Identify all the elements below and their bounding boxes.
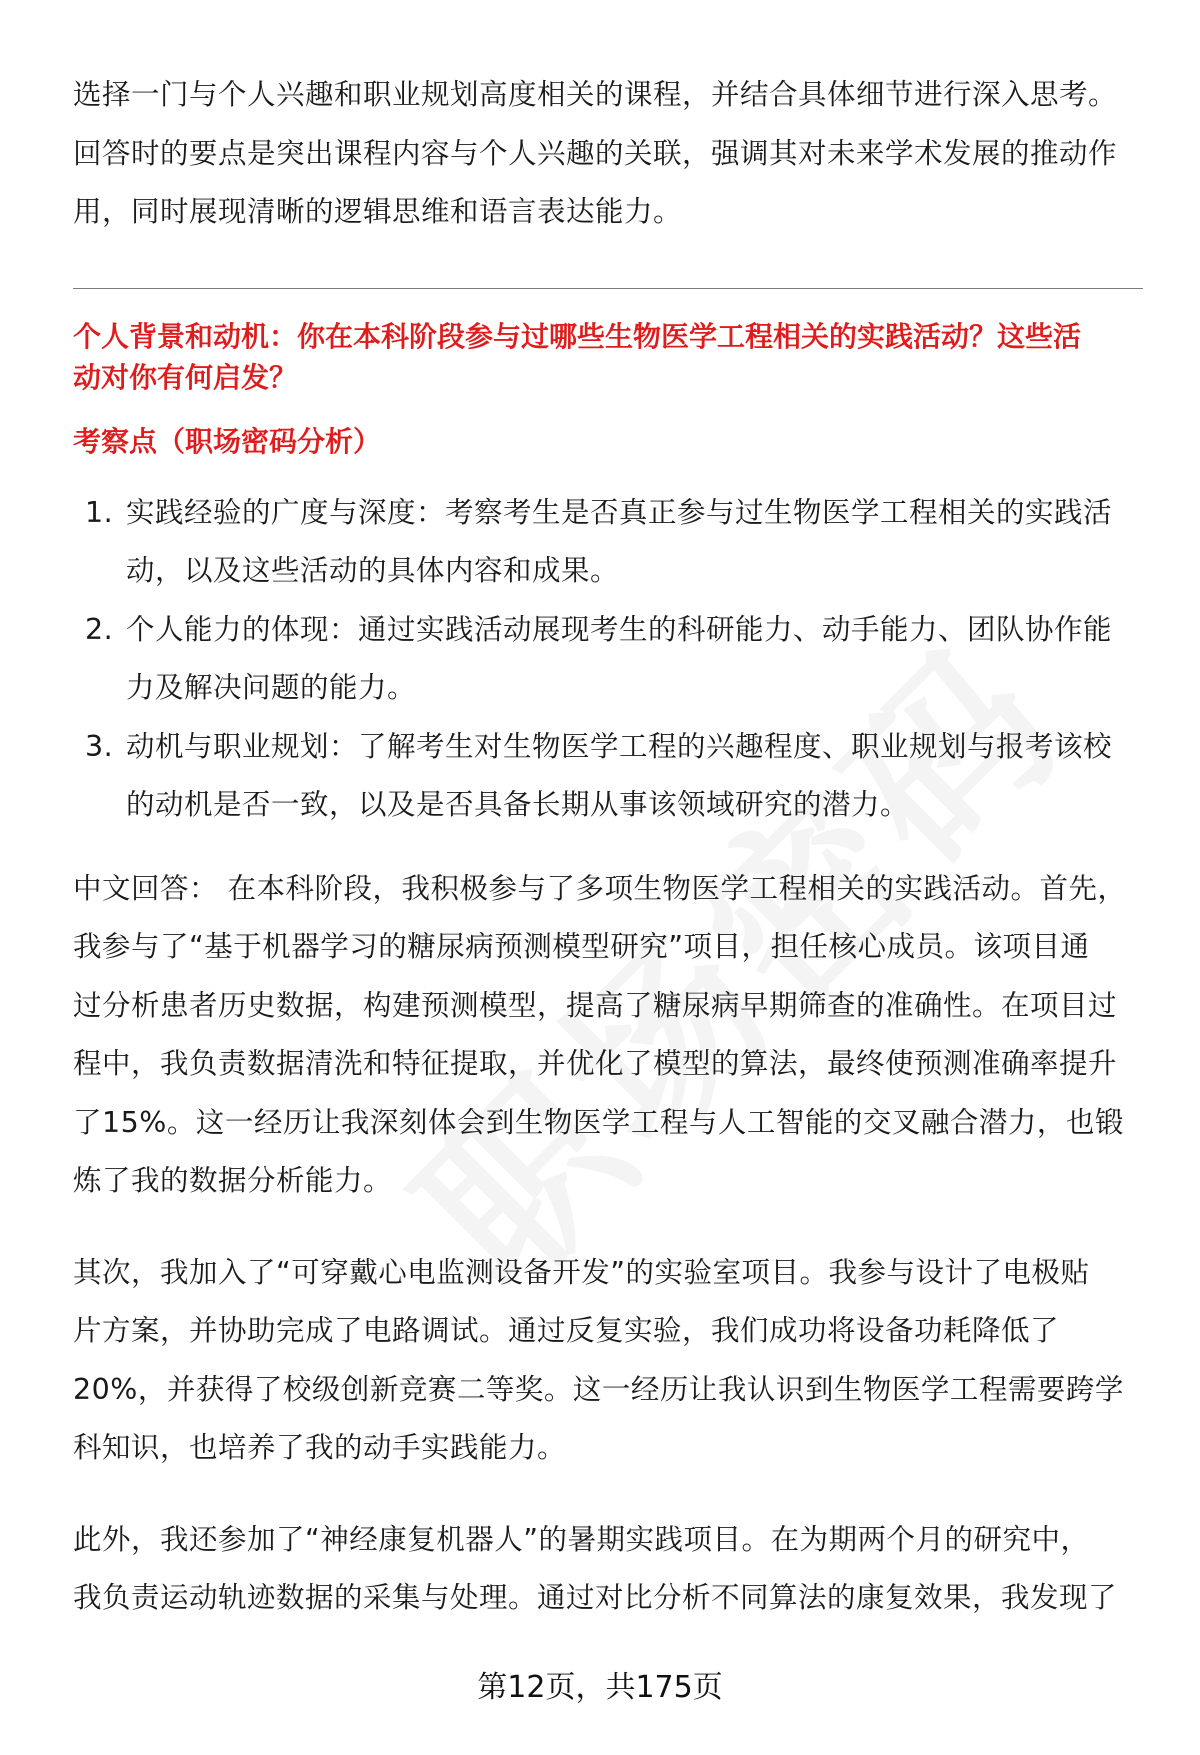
answer-paragraph (73, 860, 1141, 1211)
text-line: 回答时的要点是突出课程内容与个人兴趣的关联，强调其对未来学术发展的推动作 (73, 136, 1118, 170)
text-line: 用，同时展现清晰的逻辑思维和语言表达能力。 (73, 195, 683, 228)
question-line: 个人背景和动机：你在本科阶段参与过哪些生物医学工程相关的实践活动？这些活 (73, 319, 1082, 353)
list-number: 2. (85, 612, 114, 646)
text-line: 此外，我还参加了“神经康复机器人”的暑期实践项目。在为期两个月的研究中， (73, 1522, 1090, 1556)
text-line: 片方案，并协助完成了电路调试。通过反复实验，我们成功将设备功耗降低了 (73, 1314, 1060, 1347)
list-item-line: 的动机是否一致，以及是否具备长期从事该领域研究的潜力。 (126, 788, 910, 821)
body-paragraph (73, 1511, 1141, 1628)
text-line: 炼了我的数据分析能力。 (73, 1164, 393, 1197)
text-line: 过分析患者历史数据，构建预测模型，提高了糖尿病早期筛查的准确性。在项目过 (73, 988, 1118, 1022)
question-heading (73, 316, 1141, 398)
text-line: 程中，我负责数据清洗和特征提取，并优化了模型的算法，最终使预测准确率提升 (73, 1047, 1118, 1080)
page-footer: 第12页，共175页 (477, 1670, 723, 1705)
page-content (73, 66, 1141, 1628)
section-divider (73, 288, 1143, 289)
evaluation-points-list (73, 484, 1141, 835)
list-item-line: 个人能力的体现：通过实践活动展现考生的科研能力、动手能力、团队协作能 (126, 612, 1113, 646)
list-item (73, 601, 1141, 718)
question-line: 动对你有何启发？ (73, 360, 298, 394)
text-line: 中文回答： 在本科阶段，我积极参与了多项生物医学工程相关的实践活动。首先， (73, 871, 1127, 905)
body-paragraph (73, 1244, 1141, 1478)
text-line: 选择一门与个人兴趣和职业规划高度相关的课程，并结合具体细节进行深入思考。 (73, 78, 1118, 111)
intro-paragraph (73, 66, 1141, 242)
section-title: 考察点（职场密码分析） (73, 424, 382, 458)
list-item (73, 718, 1141, 835)
text-line: 我负责运动轨迹数据的采集与处理。通过对比分析不同算法的康复效果，我发现了 (73, 1581, 1118, 1614)
text-line: 其次，我加入了“可穿戴心电监测设备开发”的实验室项目。我参与设计了电极贴 (73, 1255, 1090, 1289)
list-item-line: 动机与职业规划：了解考生对生物医学工程的兴趣程度、职业规划与报考该校 (126, 729, 1113, 763)
list-item-line: 力及解决问题的能力。 (126, 671, 417, 704)
text-line: 科知识，也培养了我的动手实践能力。 (73, 1431, 567, 1464)
text-line: 我参与了“基于机器学习的糖尿病预测模型研究”项目，担任核心成员。该项目通 (73, 930, 1090, 963)
list-item (73, 484, 1141, 601)
list-number: 3. (85, 729, 114, 763)
list-item-line: 动，以及这些活动的具体内容和成果。 (126, 554, 620, 587)
list-item-line: 实践经验的广度与深度：考察考生是否真正参与过生物医学工程相关的实践活 (126, 495, 1113, 529)
list-number: 1. (85, 495, 114, 529)
text-line: 20%，并获得了校级创新竞赛二等奖。这一经历让我认识到生物医学工程需要跨学 (73, 1372, 1124, 1406)
text-line: 了15%。这一经历让我深刻体会到生物医学工程与人工智能的交叉融合潜力，也锻 (73, 1105, 1124, 1139)
